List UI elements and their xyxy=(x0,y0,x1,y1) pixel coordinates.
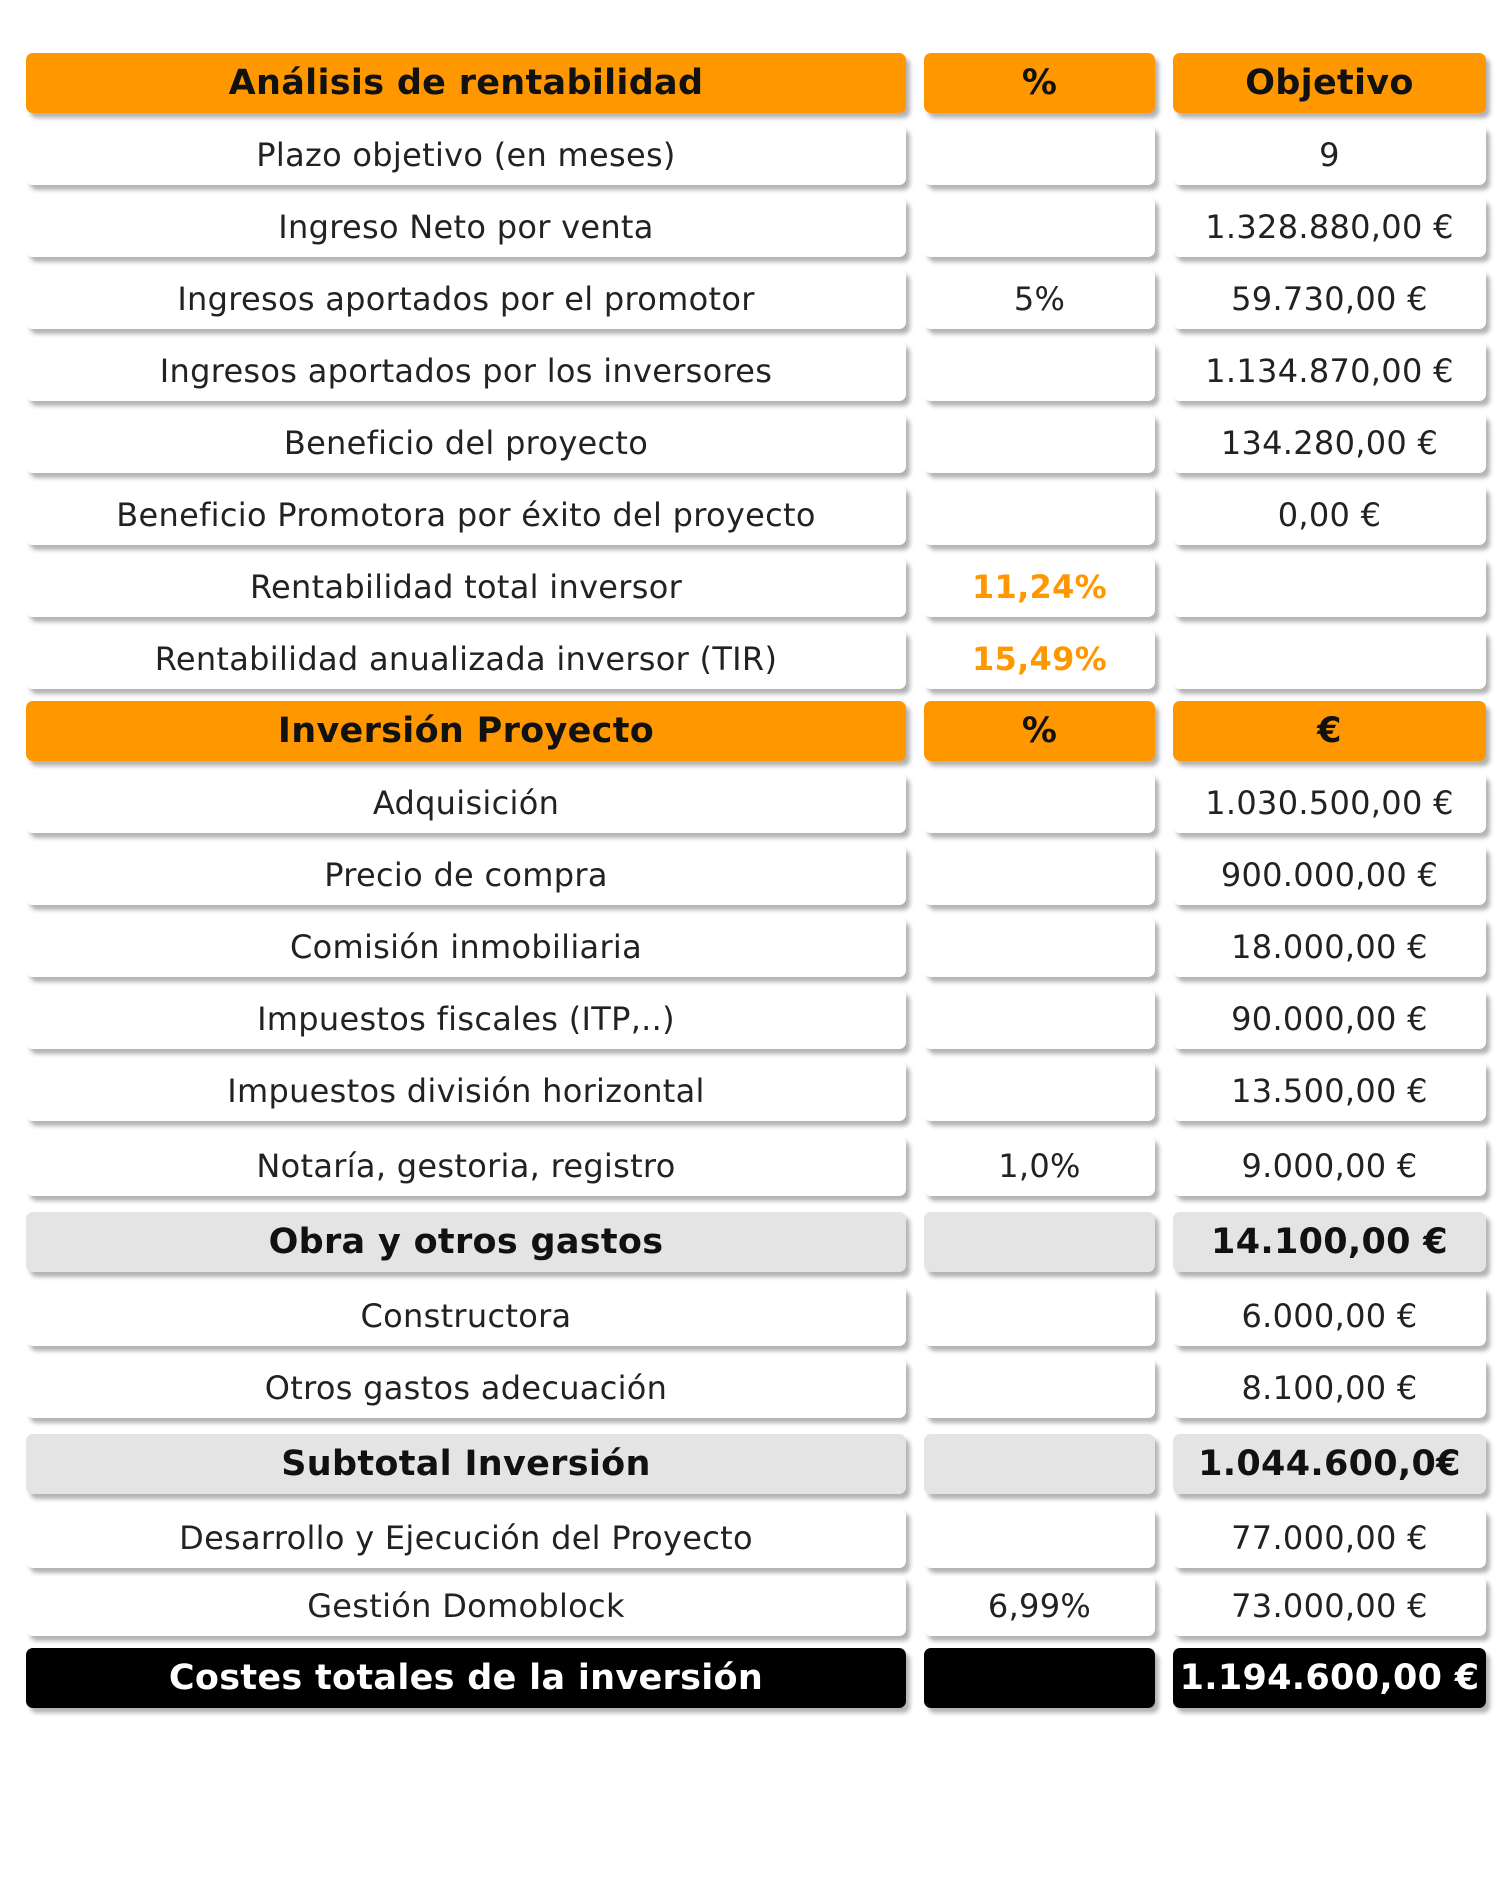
row-value: 9 xyxy=(1173,125,1486,185)
row-value: 13.500,00 € xyxy=(1173,1061,1486,1121)
row-percent xyxy=(924,1212,1155,1272)
row-label: Plazo objetivo (en meses) xyxy=(26,125,906,185)
row-label: Impuestos división horizontal xyxy=(26,1061,906,1121)
row-percent xyxy=(924,1434,1155,1494)
row-label: Inversión Proyecto xyxy=(26,701,906,761)
row-percent xyxy=(924,845,1155,905)
row-label: Gestión Domoblock xyxy=(26,1576,906,1636)
row-value: Objetivo xyxy=(1173,53,1486,113)
table-row xyxy=(0,557,1511,617)
row-value: 1.134.870,00 € xyxy=(1173,341,1486,401)
table-row xyxy=(0,1061,1511,1121)
row-value: 1.030.500,00 € xyxy=(1173,773,1486,833)
row-percent xyxy=(924,917,1155,977)
row-value: 59.730,00 € xyxy=(1173,269,1486,329)
table-row xyxy=(0,1508,1511,1568)
row-label: Constructora xyxy=(26,1286,906,1346)
row-value: 73.000,00 € xyxy=(1173,1576,1486,1636)
row-percent xyxy=(924,1648,1155,1708)
row-percent xyxy=(924,413,1155,473)
row-label: Ingresos aportados por el promotor xyxy=(26,269,906,329)
row-label: Rentabilidad total inversor xyxy=(26,557,906,617)
table-row xyxy=(0,485,1511,545)
row-value: 900.000,00 € xyxy=(1173,845,1486,905)
table-row xyxy=(0,413,1511,473)
row-value: € xyxy=(1173,701,1486,761)
row-percent xyxy=(924,1286,1155,1346)
row-label: Análisis de rentabilidad xyxy=(26,53,906,113)
row-value xyxy=(1173,629,1486,689)
row-percent xyxy=(924,125,1155,185)
row-percent xyxy=(924,197,1155,257)
row-label: Beneficio Promotora por éxito del proyecto xyxy=(26,485,906,545)
row-label: Impuestos fiscales (ITP,..) xyxy=(26,989,906,1049)
row-percent: 5% xyxy=(924,269,1155,329)
table-row xyxy=(0,269,1511,329)
row-label: Ingresos aportados por los inversores xyxy=(26,341,906,401)
subtotal-row xyxy=(0,1212,1511,1272)
row-label: Desarrollo y Ejecución del Proyecto xyxy=(26,1508,906,1568)
row-percent: 6,99% xyxy=(924,1576,1155,1636)
row-label: Obra y otros gastos xyxy=(26,1212,906,1272)
row-percent xyxy=(924,1358,1155,1418)
row-value: 8.100,00 € xyxy=(1173,1358,1486,1418)
row-percent xyxy=(924,773,1155,833)
row-label: Notaría, gestoria, registro xyxy=(26,1136,906,1196)
row-percent: % xyxy=(924,53,1155,113)
row-percent: 15,49% xyxy=(924,629,1155,689)
row-label: Otros gastos adecuación xyxy=(26,1358,906,1418)
row-percent xyxy=(924,1061,1155,1121)
table-row xyxy=(0,1136,1511,1196)
row-label: Costes totales de la inversión xyxy=(26,1648,906,1708)
row-value: 134.280,00 € xyxy=(1173,413,1486,473)
row-value: 14.100,00 € xyxy=(1173,1212,1486,1272)
row-percent xyxy=(924,989,1155,1049)
row-percent xyxy=(924,485,1155,545)
header-row xyxy=(0,701,1511,761)
row-label: Subtotal Inversión xyxy=(26,1434,906,1494)
row-label: Rentabilidad anualizada inversor (TIR) xyxy=(26,629,906,689)
row-label: Beneficio del proyecto xyxy=(26,413,906,473)
table-row xyxy=(0,1576,1511,1636)
row-label: Ingreso Neto por venta xyxy=(26,197,906,257)
table-row xyxy=(0,917,1511,977)
table-row xyxy=(0,125,1511,185)
row-value: 18.000,00 € xyxy=(1173,917,1486,977)
table-row xyxy=(0,773,1511,833)
row-label: Precio de compra xyxy=(26,845,906,905)
row-percent: 11,24% xyxy=(924,557,1155,617)
row-value: 9.000,00 € xyxy=(1173,1136,1486,1196)
total-row xyxy=(0,1648,1511,1708)
table-row xyxy=(0,1358,1511,1418)
row-label: Adquisición xyxy=(26,773,906,833)
table-row xyxy=(0,341,1511,401)
row-label: Comisión inmobiliaria xyxy=(26,917,906,977)
row-value: 1.328.880,00 € xyxy=(1173,197,1486,257)
row-percent xyxy=(924,1508,1155,1568)
row-percent: % xyxy=(924,701,1155,761)
row-value: 90.000,00 € xyxy=(1173,989,1486,1049)
row-value: 77.000,00 € xyxy=(1173,1508,1486,1568)
table-row xyxy=(0,1286,1511,1346)
row-value: 6.000,00 € xyxy=(1173,1286,1486,1346)
table-row xyxy=(0,197,1511,257)
header-row xyxy=(0,53,1511,113)
table-row xyxy=(0,845,1511,905)
row-value: 0,00 € xyxy=(1173,485,1486,545)
subtotal-row xyxy=(0,1434,1511,1494)
row-value: 1.044.600,0€ xyxy=(1173,1434,1486,1494)
table-row xyxy=(0,629,1511,689)
row-value: 1.194.600,00 € xyxy=(1173,1648,1486,1708)
table-row xyxy=(0,989,1511,1049)
row-percent xyxy=(924,341,1155,401)
row-value xyxy=(1173,557,1486,617)
row-percent: 1,0% xyxy=(924,1136,1155,1196)
